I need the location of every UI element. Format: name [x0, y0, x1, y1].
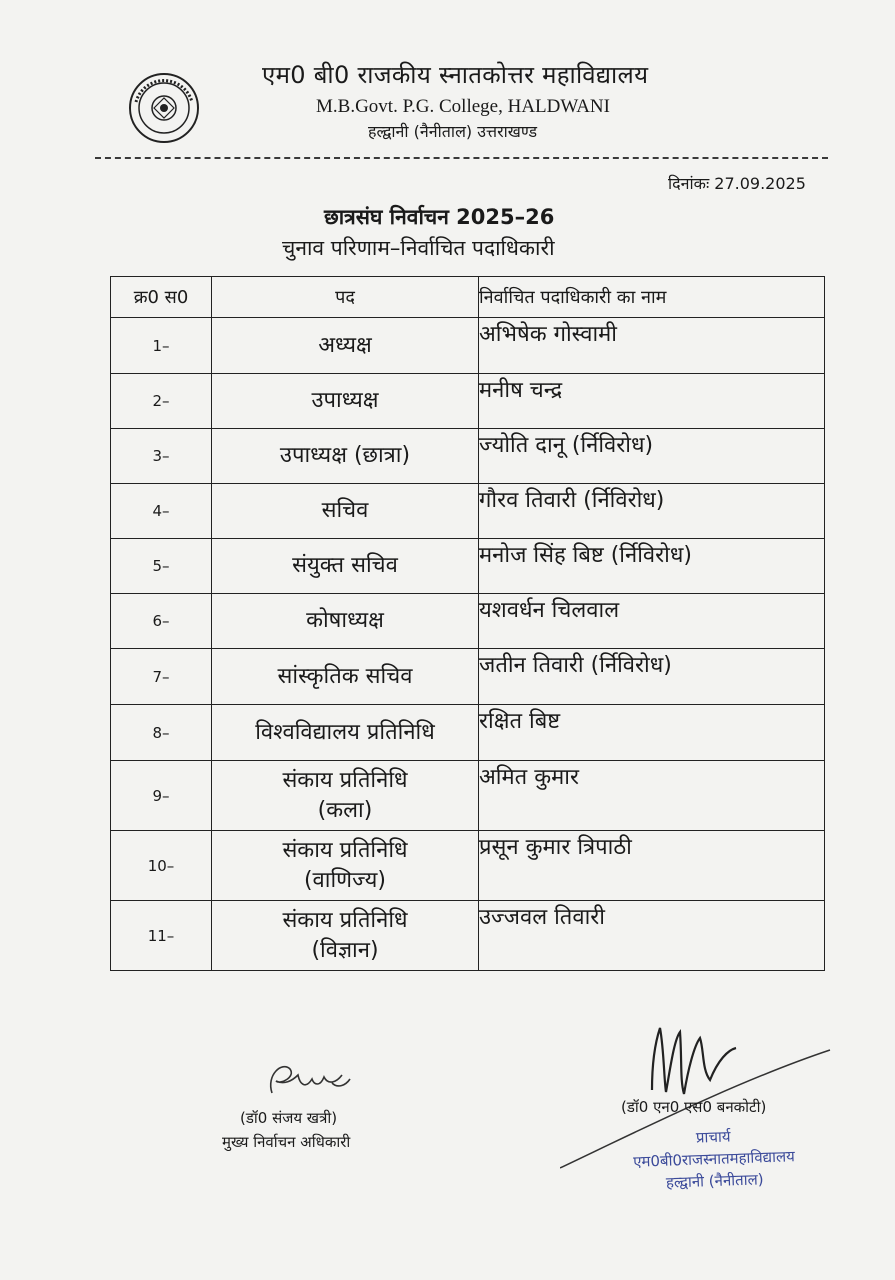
row-post: विश्वविद्यालय प्रतिनिधि — [212, 705, 479, 761]
row-post: सचिव — [212, 484, 479, 539]
row-elected-name: गौरव तिवारी (र्निविरोध) — [479, 484, 825, 539]
table-row — [111, 649, 825, 705]
table-row — [111, 831, 825, 901]
row-post: कोषाध्यक्ष — [212, 594, 479, 649]
document-subtitle: चुनाव परिणाम–निर्वाचित पदाधिकारी — [282, 236, 555, 260]
row-elected-name: अभिषेक गोस्वामी — [479, 318, 825, 374]
table-row — [111, 539, 825, 594]
signature-left — [262, 1055, 357, 1103]
row-serial: 5– — [111, 539, 212, 594]
college-location: हल्द्वानी (नैनीताल) उत्तराखण्ड — [368, 122, 538, 141]
table-row — [111, 901, 825, 971]
row-serial: 8– — [111, 705, 212, 761]
row-elected-name: अमित कुमार — [479, 761, 825, 831]
row-post: संयुक्त सचिव — [212, 539, 479, 594]
row-serial: 2– — [111, 374, 212, 429]
table-row — [111, 594, 825, 649]
document-title: छात्रसंघ निर्वाचन 2025–26 — [324, 205, 555, 229]
college-seal-logo — [128, 72, 200, 144]
table-row — [111, 761, 825, 831]
row-post: सांस्कृतिक सचिव — [212, 649, 479, 705]
table-row — [111, 705, 825, 761]
row-elected-name: ज्योति दानू (र्निविरोध) — [479, 429, 825, 484]
row-post: संकाय प्रतिनिधि (विज्ञान) — [212, 901, 479, 971]
college-name-english: M.B.Govt. P.G. College, HALDWANI — [316, 96, 610, 117]
stamp-title: प्राचार्य — [695, 1127, 731, 1147]
row-serial: 9– — [111, 761, 212, 831]
stamp-college: एम0बी0राजस्नातमहाविद्यालय — [632, 1147, 796, 1171]
row-serial: 4– — [111, 484, 212, 539]
table-row — [111, 429, 825, 484]
row-serial: 3– — [111, 429, 212, 484]
row-post: उपाध्यक्ष (छात्रा) — [212, 429, 479, 484]
row-elected-name: प्रसून कुमार त्रिपाठी — [479, 831, 825, 901]
row-post: अध्यक्ष — [212, 318, 479, 374]
document-date: दिनांकः 27.09.2025 — [668, 174, 806, 193]
row-elected-name: रक्षित बिष्ट — [479, 705, 825, 761]
row-serial: 10– — [111, 831, 212, 901]
row-serial: 11– — [111, 901, 212, 971]
table-row — [111, 318, 825, 374]
row-post: संकाय प्रतिनिधि (वाणिज्य) — [212, 831, 479, 901]
table-row — [111, 374, 825, 429]
header-post: पद — [212, 277, 479, 318]
row-post: उपाध्यक्ष — [212, 374, 479, 429]
signatory-left-role: मुख्य निर्वाचन अधिकारी — [222, 1133, 351, 1151]
row-elected-name: उज्जवल तिवारी — [479, 901, 825, 971]
row-elected-name: जतीन तिवारी (र्निविरोध) — [479, 649, 825, 705]
header-serial: क्र0 स0 — [111, 277, 212, 318]
row-serial: 7– — [111, 649, 212, 705]
row-elected-name: मनोज सिंह बिष्ट (र्निविरोध) — [479, 539, 825, 594]
signatory-right-name: (डॉ0 एन0 एस0 बनकोटी) — [621, 1098, 767, 1116]
row-post: संकाय प्रतिनिधि (कला) — [212, 761, 479, 831]
row-elected-name: मनीष चन्द्र — [479, 374, 825, 429]
principal-stamp — [603, 1122, 825, 1196]
table-row — [111, 484, 825, 539]
row-elected-name: यशवर्धन चिलवाल — [479, 594, 825, 649]
signatory-left-name: (डॉ0 संजय खत्री) — [240, 1109, 338, 1127]
row-serial: 1– — [111, 318, 212, 374]
results-table — [110, 276, 825, 971]
header-name: निर्वाचित पदाधिकारी का नाम — [479, 277, 825, 318]
college-name-hindi: एम0 बी0 राजकीय स्नातकोत्तर महाविद्यालय — [262, 61, 649, 89]
row-serial: 6– — [111, 594, 212, 649]
table-header-row — [111, 277, 825, 318]
stamp-location: हल्द्वानी (नैनीताल) — [665, 1170, 764, 1192]
header-divider — [95, 157, 828, 159]
